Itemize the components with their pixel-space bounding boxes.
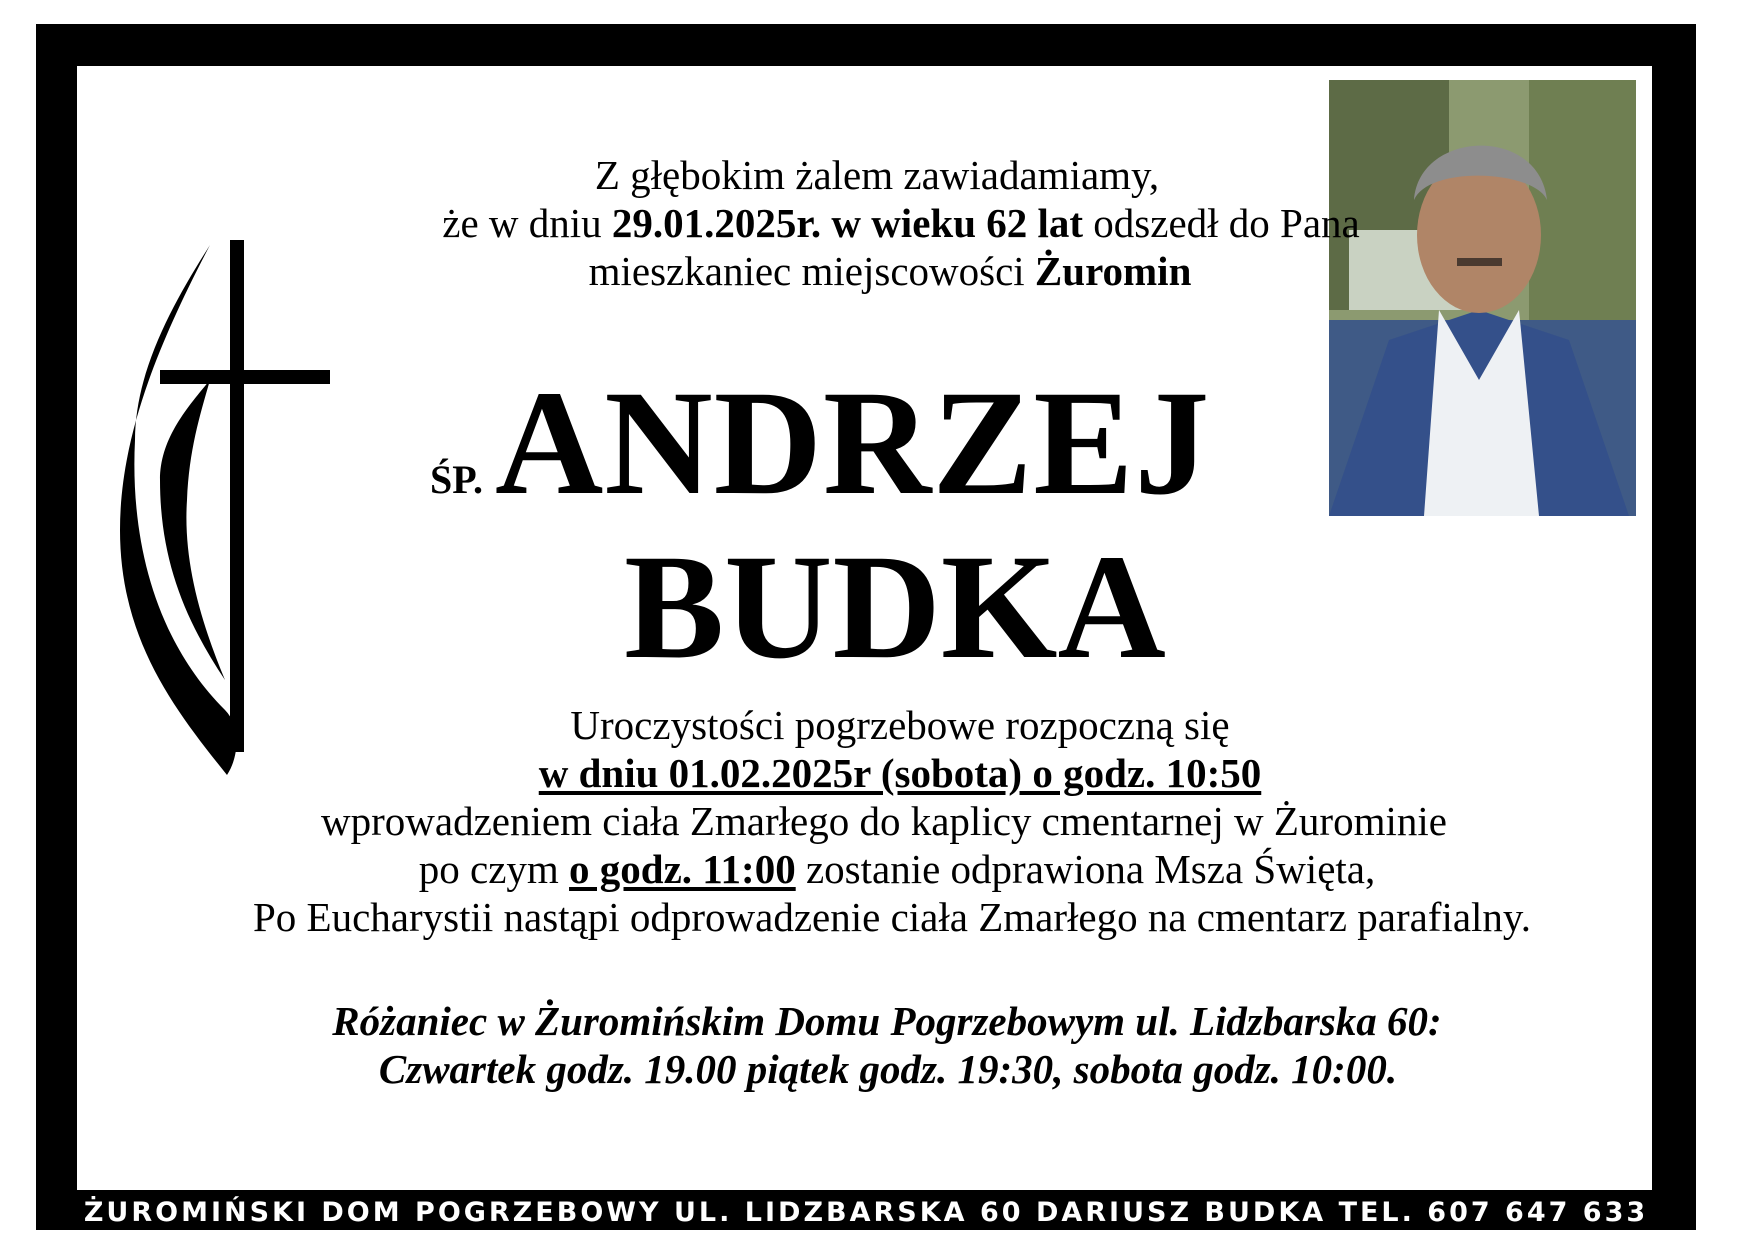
rosary-text-1: Różaniec w Żuromińskim Domu Pogrzebowym ul. Lidzbarska 60: xyxy=(332,998,1442,1044)
ceremony-text-3: wprowadzeniem ciała Zmarłego do kaplicy cmentarnej w Żurominie xyxy=(321,798,1447,844)
ceremony-text-4-post: zostanie odprawiona Msza Święta, xyxy=(795,846,1376,892)
death-date-age: 29.01.2025r. w wieku 62 lat xyxy=(611,200,1084,246)
mass-time: o godz. 11:00 xyxy=(569,846,796,892)
deceased-first-name: ANDRZEJ xyxy=(495,360,1211,526)
intro-line-1 xyxy=(0,152,1754,198)
intro-line-3 xyxy=(0,248,1754,294)
intro-text-2-pre: że w dniu xyxy=(442,200,612,246)
footer-company-info: ŻUROMIŃSKI DOM POGRZEBOWY UL. LIDZBARSKA 60 DARIUSZ BUDKA TEL. 607 647 633 xyxy=(83,1197,1649,1228)
ceremony-text-4-pre: po czym xyxy=(418,846,570,892)
ceremony-line-3 xyxy=(0,798,1754,844)
intro-text-2-post: odszedł do Pana xyxy=(1083,200,1360,246)
rosary-line-1 xyxy=(0,998,1754,1044)
ceremony-line-1 xyxy=(0,702,1754,748)
residence-town: Żuromin xyxy=(1034,248,1192,294)
ceremony-line-2 xyxy=(0,750,1754,796)
rosary-line-2 xyxy=(0,1046,1754,1092)
cross-flame-icon xyxy=(115,240,335,780)
intro-text-3-pre: mieszkaniec miejscowości xyxy=(588,248,1035,294)
ceremony-date-time: w dniu 01.02.2025r (sobota) o godz. 10:50 xyxy=(538,750,1262,796)
ceremony-line-5 xyxy=(0,894,1754,940)
ceremony-text-1: Uroczystości pogrzebowe rozpoczną się xyxy=(570,702,1230,748)
rosary-text-2: Czwartek godz. 19.00 piątek godz. 19:30, sobota godz. 10:00. xyxy=(378,1046,1398,1092)
ceremony-text-5: Po Eucharystii nastąpi odprowadzenie ciała Zmarłego na cmentarz parafialny. xyxy=(252,894,1532,940)
sp-prefix: ŚP. xyxy=(430,457,484,502)
ceremony-line-4 xyxy=(0,846,1754,892)
deceased-surname: BUDKA xyxy=(624,524,1166,690)
deceased-first-name-row xyxy=(430,360,1211,526)
portrait-photo xyxy=(1329,80,1636,516)
intro-line-2 xyxy=(0,200,1754,246)
intro-text-1: Z głębokim żalem zawiadamiamy, xyxy=(594,152,1160,198)
